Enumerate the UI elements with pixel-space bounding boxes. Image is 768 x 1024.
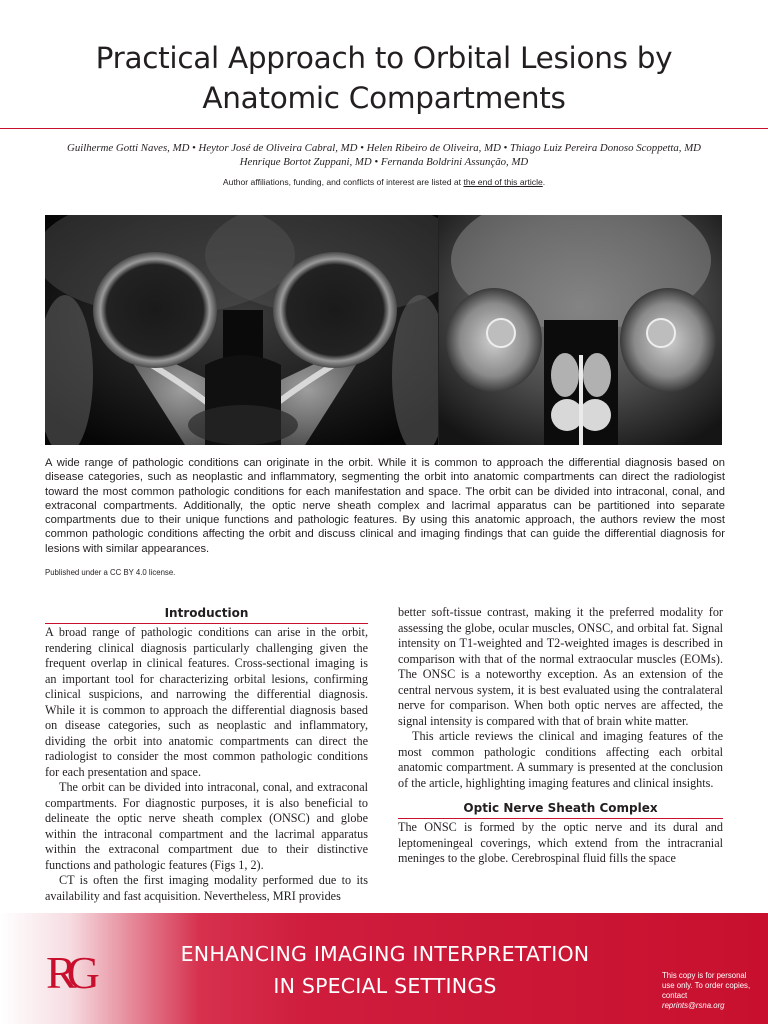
banner-line-1: ENHANCING IMAGING INTERPRETATION bbox=[180, 942, 590, 966]
affiliations-prefix: Author affiliations, funding, and conflicts of interest are listed at bbox=[222, 177, 464, 187]
banner-line-2: IN SPECIAL SETTINGS bbox=[273, 974, 497, 998]
onsc-paragraph-1: The ONSC is formed by the optic nerve and its dural and leptomeningeal coverings, which extend from the intracranial meninges to the globe. Cerebrospinal fluid fills the space bbox=[398, 820, 723, 865]
reprint-contact-prefix: contact bbox=[662, 991, 688, 1000]
body-column-left bbox=[45, 605, 368, 904]
license-note: Published under a CC BY 4.0 license. bbox=[45, 568, 176, 577]
right-paragraph-2: This article reviews the clinical and imaging features of the most common pathologic conditions affecting each orbital anatomic compartment. A summary is presented at the conclusion of the article, highlighting imaging features and clinical insights. bbox=[398, 729, 723, 790]
introduction-heading: Introduction bbox=[45, 605, 368, 624]
mri-figure bbox=[45, 215, 722, 445]
author-list bbox=[40, 141, 728, 169]
reprint-note-line-3 bbox=[662, 991, 762, 1011]
intro-paragraph-1: A broad range of pathologic conditions can arise in the orbit, rendering clinical diagnosis particularly challenging given the frequent overlap in clinical features. Cross-sectional imaging is an important tool for characterizing orbital lesions, confirming clinical suspicions, and narrowing the differential diagnosis. While it is common to approach the differential diagnosis based on disease categories, such as neoplastic and inflammatory, dividing the orbit into anatomic compartments can direct the radiologist to consider the most common pathologic conditions for each presentation and space. bbox=[45, 625, 368, 779]
article-title bbox=[0, 38, 768, 118]
body-column-right bbox=[398, 605, 723, 867]
intro-paragraph-2: The orbit can be divided into intraconal, conal, and extraconal compartments. For diagnostic purposes, it is also beneficial to delineate the optic nerve sheath complex (ONSC) and globe within the intraconal compartment and the lacrimal apparatus within the extraconal compartment due to their distinctive functions and pathologic features (Figs 1, 2). bbox=[45, 780, 368, 872]
reprint-note bbox=[662, 971, 762, 1011]
reprint-email-link[interactable]: reprints@rsna.org bbox=[662, 1001, 725, 1010]
rg-logo bbox=[40, 938, 110, 1008]
abstract-text: A wide range of pathologic conditions can originate in the orbit. While it is common to approach the differential diagnosis based on disease categories, such as neoplastic and inflammatory, segmenting the orbit into anatomic compartments can direct the radiologist toward the most common pathologic conditions for each manifestation and space. The orbit can be divided into intraconal, conal, and extraconal compartments. Additionally, the optic nerve sheath complex and lacrimal apparatus can be partitioned into separate compartments due to their unique functions and pathologic features. By using this anatomic approach, the authors review the most common pathologic conditions affecting the orbit and discuss clinical and imaging findings that can guide the differential diagnosis for lesions with similar appearances. bbox=[45, 457, 725, 555]
title-divider bbox=[0, 128, 768, 129]
end-of-article-link[interactable]: the end of this article bbox=[463, 177, 543, 187]
intro-paragraph-3: CT is often the first imaging modality performed due to its availability and fast acquisition. Nevertheless, MRI provides bbox=[45, 873, 368, 903]
rg-logo-text: RG bbox=[46, 947, 90, 998]
article-title-line-2: Anatomic Compartments bbox=[202, 81, 566, 115]
onsc-heading: Optic Nerve Sheath Complex bbox=[398, 800, 723, 819]
coronal-mri-image bbox=[438, 215, 722, 445]
article-title-line-1: Practical Approach to Orbital Lesions by bbox=[95, 41, 673, 75]
axial-mri-image bbox=[45, 215, 438, 445]
affiliations-suffix: . bbox=[542, 177, 546, 187]
reprint-note-line-2: use only. To order copies, bbox=[662, 981, 751, 990]
reprint-note-line-1: This copy is for personal bbox=[662, 971, 747, 980]
footer-banner bbox=[140, 938, 630, 1002]
author-line-1: Guilherme Gotti Naves, MD • Heytor José de Oliveira Cabral, MD • Helen Ribeiro de Oliveira, MD • Thiago Luiz Pereira Donoso Scoppetta, MD bbox=[67, 142, 701, 154]
right-paragraph-1: better soft-tissue contrast, making it the preferred modality for assessing the globe, ocular muscles, ONSC, and orbital fat. Signal intensity on T1-weighted and T2-weighted images is described in comparison with that of the normal extraocular muscles (EOMs). The ONSC is a noteworthy exception. As an extension of the central nervous system, it is best evaluated using the contralateral nerve for comparison. When both optic nerves are affected, the signal intensity is compared with that of brain white matter. bbox=[398, 605, 723, 728]
affiliations-note bbox=[40, 177, 728, 188]
author-line-2: Henrique Bortot Zuppani, MD • Fernanda Boldrini Assunção, MD bbox=[239, 156, 529, 168]
article-title-block bbox=[0, 38, 768, 118]
